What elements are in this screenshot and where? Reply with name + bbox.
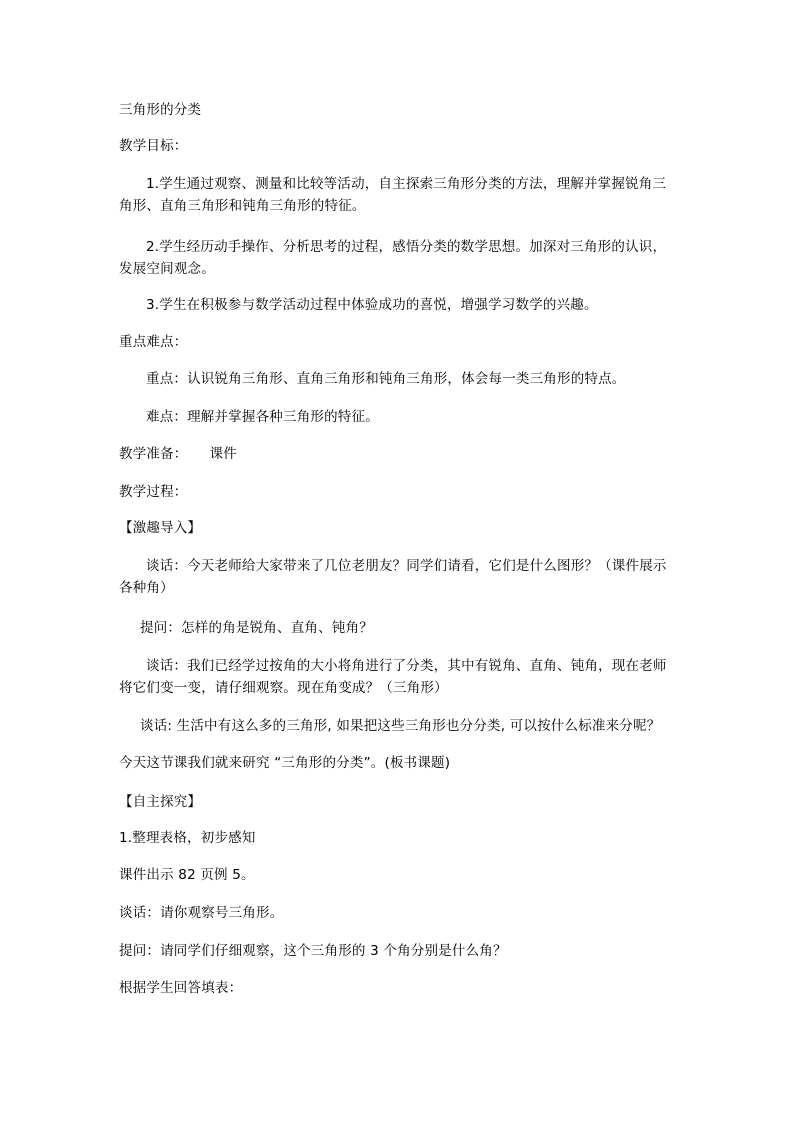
document-title: 三角形的分类 [119, 102, 202, 118]
explore-line-5: 根据学生回答填表： [119, 980, 243, 996]
preparation-line [119, 443, 679, 465]
preparation-value: 课件 [209, 446, 237, 462]
process-heading: 教学过程： [119, 484, 188, 500]
intro-paragraph-2: 提问：怎样的角是锐角、直角、钝角？ [140, 620, 373, 636]
intro-paragraph-4: 谈话: 生活中有这么多的三角形, 如果把这些三角形也分分类, 可以按什么标准来分呢？ [140, 718, 661, 734]
explore-line-3: 谈话：请你观察号三角形。 [119, 905, 284, 921]
explore-line-4: 提问：请同学们仔细观察，这个三角形的 3 个角分别是什么角？ [119, 943, 507, 959]
intro-paragraph-1: 谈话：今天老师给大家带来了几位老朋友？同学们请看，它们是什么图形？（课件展示各种角） [119, 558, 667, 596]
preparation-label: 教学准备： [119, 446, 188, 462]
objective-1: 1.学生通过观察、测量和比较等活动，自主探索三角形分类的方法，理解并掌握锐角三角形、直角三角形和钝角三角形的特征。 [119, 176, 667, 214]
explore-line-2: 课件出示 82 页例 5。 [119, 867, 255, 883]
difficulty-text: 难点：理解并掌握各种三角形的特征。 [146, 409, 379, 425]
keypoint-text: 重点：认识锐角三角形、直角三角形和钝角三角形，体会每一类三角形的特点。 [146, 371, 626, 387]
intro-closing: 今天这节课我们就来研究 “三角形的分类”。(板书课题) [119, 755, 451, 771]
objective-3: 3.学生在积极参与数学活动过程中体验成功的喜悦，增强学习数学的兴趣。 [146, 297, 598, 313]
objective-2: 2.学生经历动手操作、分析思考的过程，感悟分类的数学思想。加深对三角形的认识，发展空间观念。 [119, 239, 667, 277]
explore-line-1: 1.整理表格，初步感知 [119, 830, 256, 846]
keypoints-heading: 重点难点： [119, 334, 188, 350]
intro-paragraph-3: 谈话：我们已经学过按角的大小将角进行了分类，其中有锐角、直角、钝角，现在老师将它们变一变，请仔细观察。现在角变成？（三角形） [119, 658, 667, 696]
section-heading-explore: 【自主探究】 [119, 794, 202, 810]
section-heading-intro: 【激趣导入】 [119, 520, 202, 536]
objectives-heading: 教学目标： [119, 138, 188, 154]
